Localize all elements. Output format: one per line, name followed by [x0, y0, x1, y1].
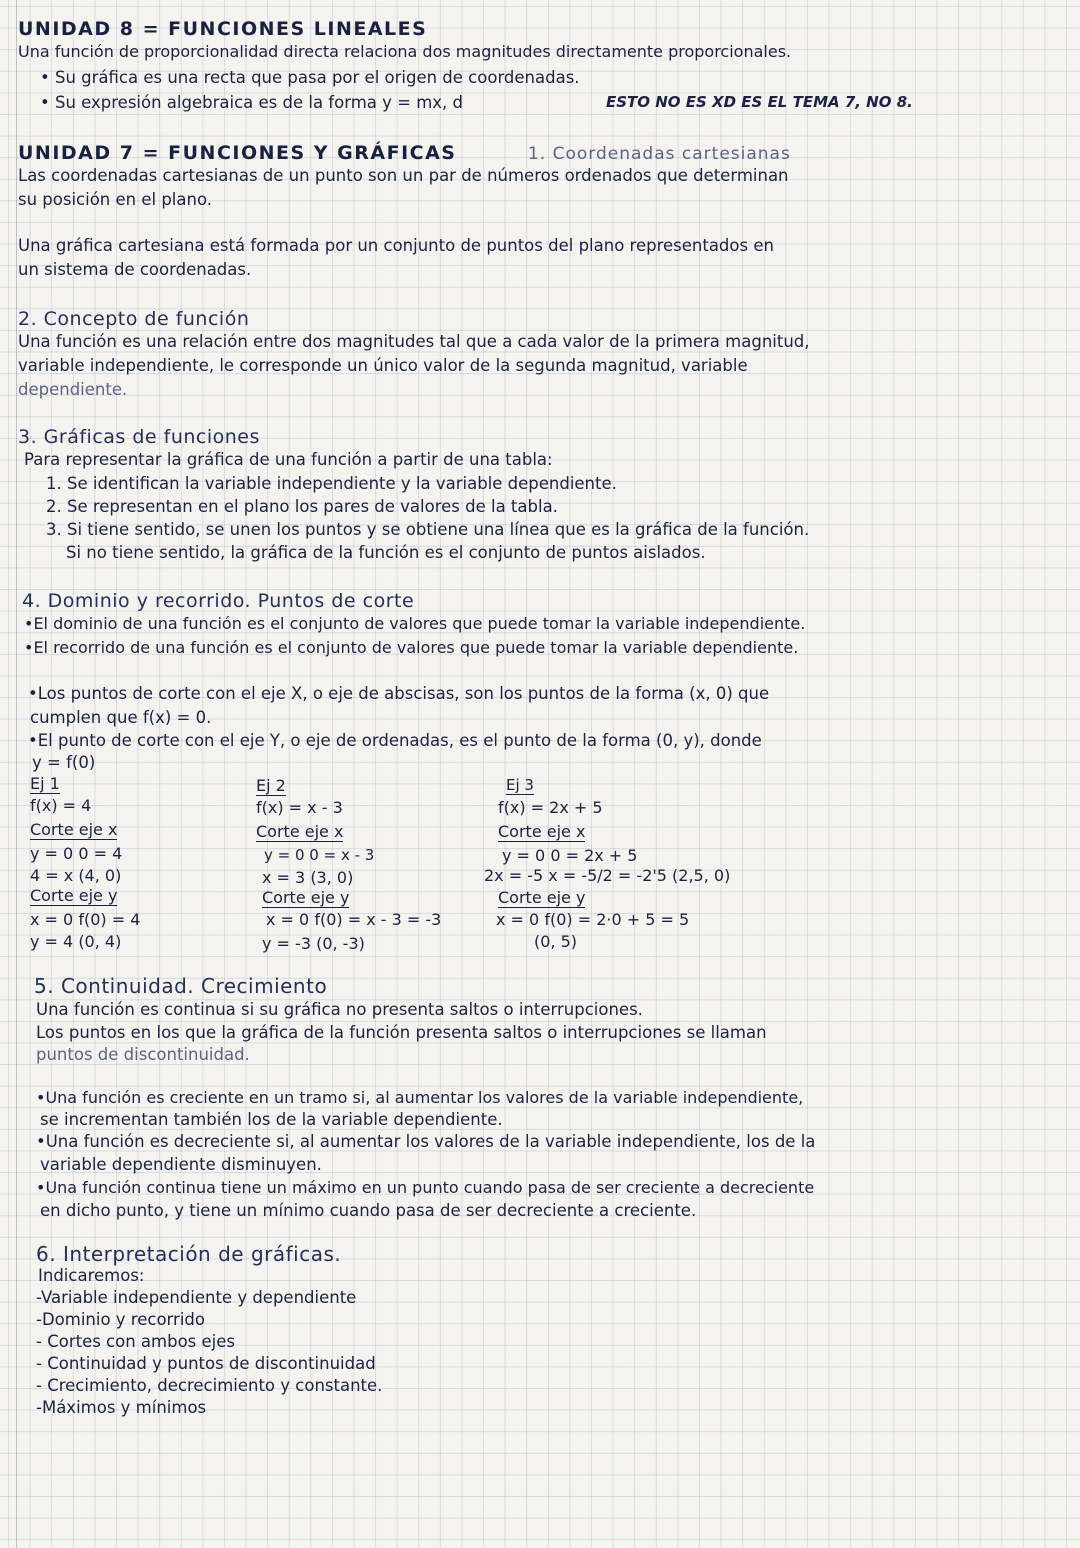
example-cut-y-label: Corte eje y [498, 888, 586, 907]
example-cut-x-label: Corte eje x [30, 820, 118, 839]
example-cut-y-line-1: x = 0 f(0) = 4 [30, 910, 141, 929]
s6-item: - Crecimiento, decrecimiento y constante. [36, 1376, 383, 1395]
example-cut-y-label: Corte eje y [262, 888, 350, 907]
s4-bullet-3a: •Los puntos de corte con el eje X, o eje de abscisas, son los puntos de la forma (x, 0) que [28, 684, 770, 703]
s3-item-2: 2. Se representan en el plano los pares de valores de la tabla. [46, 497, 558, 516]
u8-note: ESTO NO ES XD ES EL TEMA 7, NO 8. [606, 93, 913, 111]
example-cut-x-label: Corte eje x [256, 822, 344, 841]
s6-item: - Cortes con ambos ejes [36, 1332, 236, 1351]
example-function: f(x) = 2x + 5 [498, 798, 603, 817]
s4-bullet-4a: •El punto de corte con el eje Y, o eje de ordenadas, es el punto de la forma (0, y), donde [28, 731, 762, 750]
unit-8-title: UNIDAD 8 = FUNCIONES LINEALES [18, 18, 428, 40]
example-cut-y-label: Corte eje y [30, 886, 118, 905]
s6-item: - Continuidad y puntos de discontinuidad [36, 1354, 376, 1373]
u7-sub-1: 1. Coordenadas cartesianas [528, 144, 791, 164]
s2-b: variable independiente, le corresponde un único valor de la segunda magnitud, variable [18, 356, 748, 375]
s2-a: Una función es una relación entre dos magnitudes tal que a cada valor de la primera magnitud, [18, 332, 810, 351]
u7-p2a: Una gráfica cartesiana está formada por un conjunto de puntos del plano representados en [18, 236, 774, 255]
s5-maximo-1: •Una función continua tiene un máximo en un punto cuando pasa de ser creciente a decreciente [36, 1178, 815, 1197]
section-6-title: 6. Interpretación de gráficas. [36, 1242, 342, 1266]
s5-maximo-2: en dicho punto, y tiene un mínimo cuando pasa de ser decreciente a creciente. [40, 1201, 697, 1220]
s4-bullet-1: •El dominio de una función es el conjunto de valores que puede tomar la variable independiente. [24, 614, 806, 633]
s5-c: puntos de discontinuidad. [36, 1045, 250, 1064]
s2-c: dependiente. [18, 380, 128, 399]
s3-item-3a: 3. Si tiene sentido, se unen los puntos y se obtiene una línea que es la gráfica de la función. [46, 520, 810, 539]
s6-item: -Variable independiente y dependiente [36, 1288, 357, 1307]
s3-item-1: 1. Se identifican la variable independiente y la variable dependiente. [46, 474, 617, 493]
example-cut-x-line-2: 2x = -5 x = -5/2 = -2'5 (2,5, 0) [484, 866, 731, 885]
example-cut-y-line-2: y = -3 (0, -3) [262, 934, 365, 953]
s5-b: Los puntos en los que la gráfica de la función presenta saltos o interrupciones se llaman [36, 1023, 767, 1042]
example-cut-x-line-1: y = 0 0 = 4 [30, 844, 123, 863]
s3-intro: Para representar la gráfica de una función a partir de una tabla: [24, 450, 553, 469]
u7-p1a: Las coordenadas cartesianas de un punto son un par de números ordenados que determinan [18, 166, 789, 185]
section-3-title: 3. Gráficas de funciones [18, 426, 260, 448]
s4-bullet-2: •El recorrido de una función es el conjunto de valores que puede tomar la variable dependiente. [24, 638, 799, 657]
example-function: f(x) = 4 [30, 796, 92, 815]
s6-item: -Máximos y mínimos [36, 1398, 207, 1417]
section-2-title: 2. Concepto de función [18, 308, 250, 330]
s3-item-3b: Si no tiene sentido, la gráfica de la función es el conjunto de puntos aislados. [66, 543, 706, 562]
u7-p1b: su posición en el plano. [18, 190, 213, 209]
example-cut-x-line-2: 4 = x (4, 0) [30, 866, 122, 885]
example-label: Ej 2 [256, 776, 286, 795]
margin-line [16, 0, 17, 1548]
example-cut-x-line-1: y = 0 0 = 2x + 5 [502, 846, 638, 865]
s5-decreciente-1: •Una función es decreciente si, al aumentar los valores de la variable independiente, los de la [36, 1132, 816, 1151]
example-cut-x-line-2: x = 3 (3, 0) [262, 868, 354, 887]
s4-bullet-3b: cumplen que f(x) = 0. [30, 708, 212, 727]
example-label: Ej 3 [506, 776, 534, 794]
example-cut-x-label: Corte eje x [498, 822, 586, 841]
example-cut-y-line-1: x = 0 f(0) = x - 3 = -3 [266, 910, 442, 929]
section-4-title: 4. Dominio y recorrido. Puntos de corte [22, 590, 415, 612]
u8-bullet-1: • Su gráfica es una recta que pasa por el origen de coordenadas. [40, 68, 580, 87]
u7-p2b: un sistema de coordenadas. [18, 260, 252, 279]
example-function: f(x) = x - 3 [256, 798, 343, 817]
example-cut-y-line-1: x = 0 f(0) = 2·0 + 5 = 5 [496, 910, 690, 929]
u8-bullet-2: • Su expresión algebraica es de la forma y = mx, d [40, 93, 464, 112]
u8-definition: Una función de proporcionalidad directa relaciona dos magnitudes directamente proporcionales. [18, 42, 792, 61]
s5-creciente-1: •Una función es creciente en un tramo si, al aumentar los valores de la variable independiente, [36, 1088, 804, 1107]
example-cut-y-line-2: y = 4 (0, 4) [30, 932, 122, 951]
example-label: Ej 1 [30, 774, 60, 793]
example-cut-y-line-2: (0, 5) [534, 932, 578, 951]
s6-item: -Dominio y recorrido [36, 1310, 205, 1329]
s4-bullet-4b: y = f(0) [32, 753, 96, 772]
example-cut-x-line-1: y = 0 0 = x - 3 [264, 846, 375, 864]
s5-creciente-2: se incrementan también los de la variable dependiente. [40, 1110, 503, 1129]
unit-7-title: UNIDAD 7 = FUNCIONES Y GRÁFICAS [18, 142, 457, 164]
s5-decreciente-2: variable dependiente disminuyen. [40, 1155, 322, 1174]
s6-intro: Indicaremos: [38, 1266, 145, 1285]
section-5-title: 5. Continuidad. Crecimiento [34, 974, 328, 998]
s5-a: Una función es continua si su gráfica no presenta saltos o interrupciones. [36, 1000, 643, 1019]
